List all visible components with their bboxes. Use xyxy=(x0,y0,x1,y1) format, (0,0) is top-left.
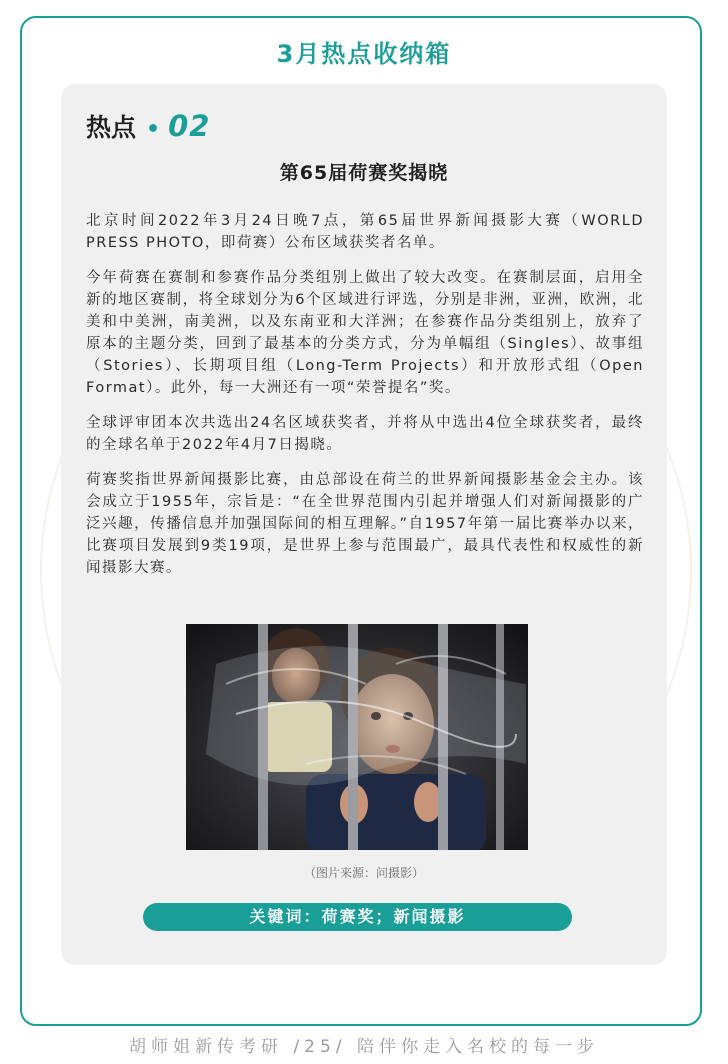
photo-caption: （图片来源：问摄影） xyxy=(303,866,424,880)
paragraph-1: 北京时间2022年3月24日晚7点，第65届世界新闻摄影大赛（WORLD PRESS PHOTO，即荷赛）公布区域获奖者名单。 xyxy=(86,213,644,251)
article-title: 第65届荷赛奖揭晓 xyxy=(279,162,449,184)
hot-topic-label xyxy=(86,108,210,144)
news-photo xyxy=(186,624,528,850)
article-body xyxy=(86,210,644,592)
paragraph-4: 荷赛奖指世界新闻摄影比赛，由总部设在荷兰的世界新闻摄影基金会主办。该会成立于1955年，宗旨是：“在全世界范围内引起并增强人们对新闻摄影的广泛兴趣，传播信息并加强国际间的相互理解。”自1957年第一届比赛举办以来，比赛项目发展到9类19项，是世界上参与范围最广，最具代表性和权威性的新闻摄影大赛。 xyxy=(86,472,644,576)
keywords-badge: 关键词：荷赛奖；新闻摄影 xyxy=(143,903,572,931)
hot-topic-number: 02 xyxy=(168,109,211,143)
paragraph-3: 全球评审团本次共选出24名区域获奖者，并将从中选出4位全球获奖者，最终的全球名单于2022年4月7日揭晓。 xyxy=(86,415,644,453)
page-header-title: 3月热点收纳箱 xyxy=(276,40,452,68)
paragraph-2: 今年荷赛在赛制和参赛作品分类组别上做出了较大改变。在赛制层面，启用全新的地区赛制，将全球划分为6个区域进行评选，分别是非洲，亚洲，欧洲，北美和中美洲，南美洲，以及东南亚和大洋洲；在参赛作品分类组别上，放弃了原本的主题分类，回到了最基本的分类方式，分为单幅组（Singles）、故事组（Stories）、长期项目组（Long-Term Projects）和开放形式组（Open Format）。此外，每一大洲还有一项“荣誉提名”奖。 xyxy=(86,270,644,396)
page-footer: 胡师姐新传考研 /25/ 陪伴你走入名校的每一步 xyxy=(129,1037,599,1057)
hot-label-text: 热点 xyxy=(86,113,137,142)
photo-illustration xyxy=(186,624,528,850)
bullet-dot-icon: • xyxy=(146,117,161,142)
